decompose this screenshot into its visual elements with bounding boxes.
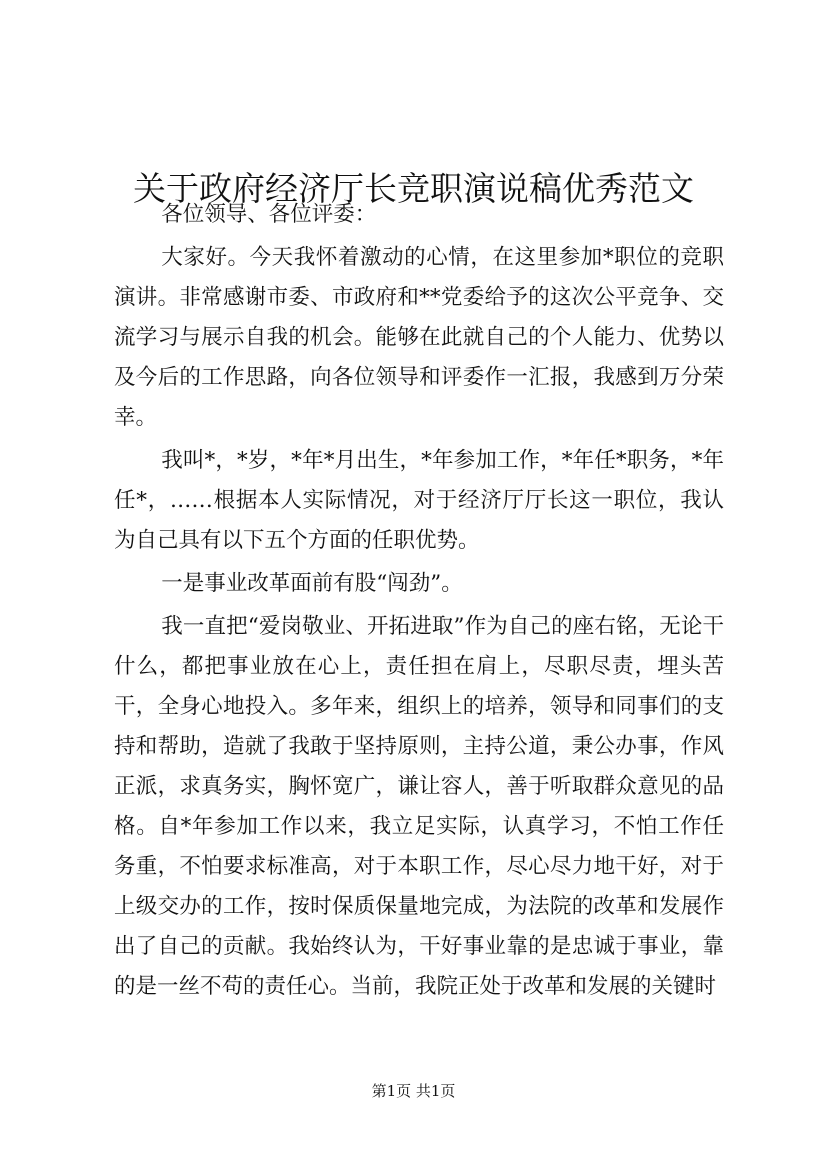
- paragraph-section-heading: 一是事业改革面前有股“闯劲”。: [161, 571, 463, 596]
- document-body: [114, 195, 724, 1010]
- page-footer: 第1页 共1页: [371, 1082, 456, 1100]
- paragraph-greeting: 大家好。今天我怀着激动的心情，在这里参加*职位的竞职演讲。非常感谢市委、市政府和**党委给予的这次公平竞争、交流学习与展示自我的机会。能够在此就自己的个人能力、优势以及今后的工作思路，向各位领导和评委作一汇报，我感到万分荣幸。: [114, 245, 724, 430]
- paragraph-salutation: 各位领导、各位评委：: [161, 202, 377, 227]
- document-title: 关于政府经济厅长竞职演说稿优秀范文: [133, 169, 694, 209]
- paragraph-section-body: 我一直把“爱岗敬业、开拓进取”作为自己的座右铭，无论干什么，都把事业放在心上，责任担在肩上，尽职尽责，埋头苦干，全身心地投入。多年来，组织上的培养，领导和同事们的支持和帮助，造就了我敢于坚持原则，主持公道，秉公办事，作风正派，求真务实，胸怀宽广，谦让容人，善于听取群众意见的品格。自*年参加工作以来，我立足实际，认真学习，不怕工作任务重，不怕要求标准高，对于本职工作，尽心尽力地干好，对于上级交办的工作，按时保质保量地完成，为法院的改革和发展作出了自己的贡献。我始终认为，干好事业靠的是忠诚于事业，靠的是一丝不苟的责任心。当前，我院正处于改革和发展的关键时: [114, 614, 724, 999]
- paragraph-self-introduction: 我叫*，*岁，*年*月出生，*年参加工作，*年任*职务，*年任*，……根据本人实际情况，对于经济厅厅长这一职位，我认为自己具有以下五个方面的任职优势。: [114, 448, 724, 553]
